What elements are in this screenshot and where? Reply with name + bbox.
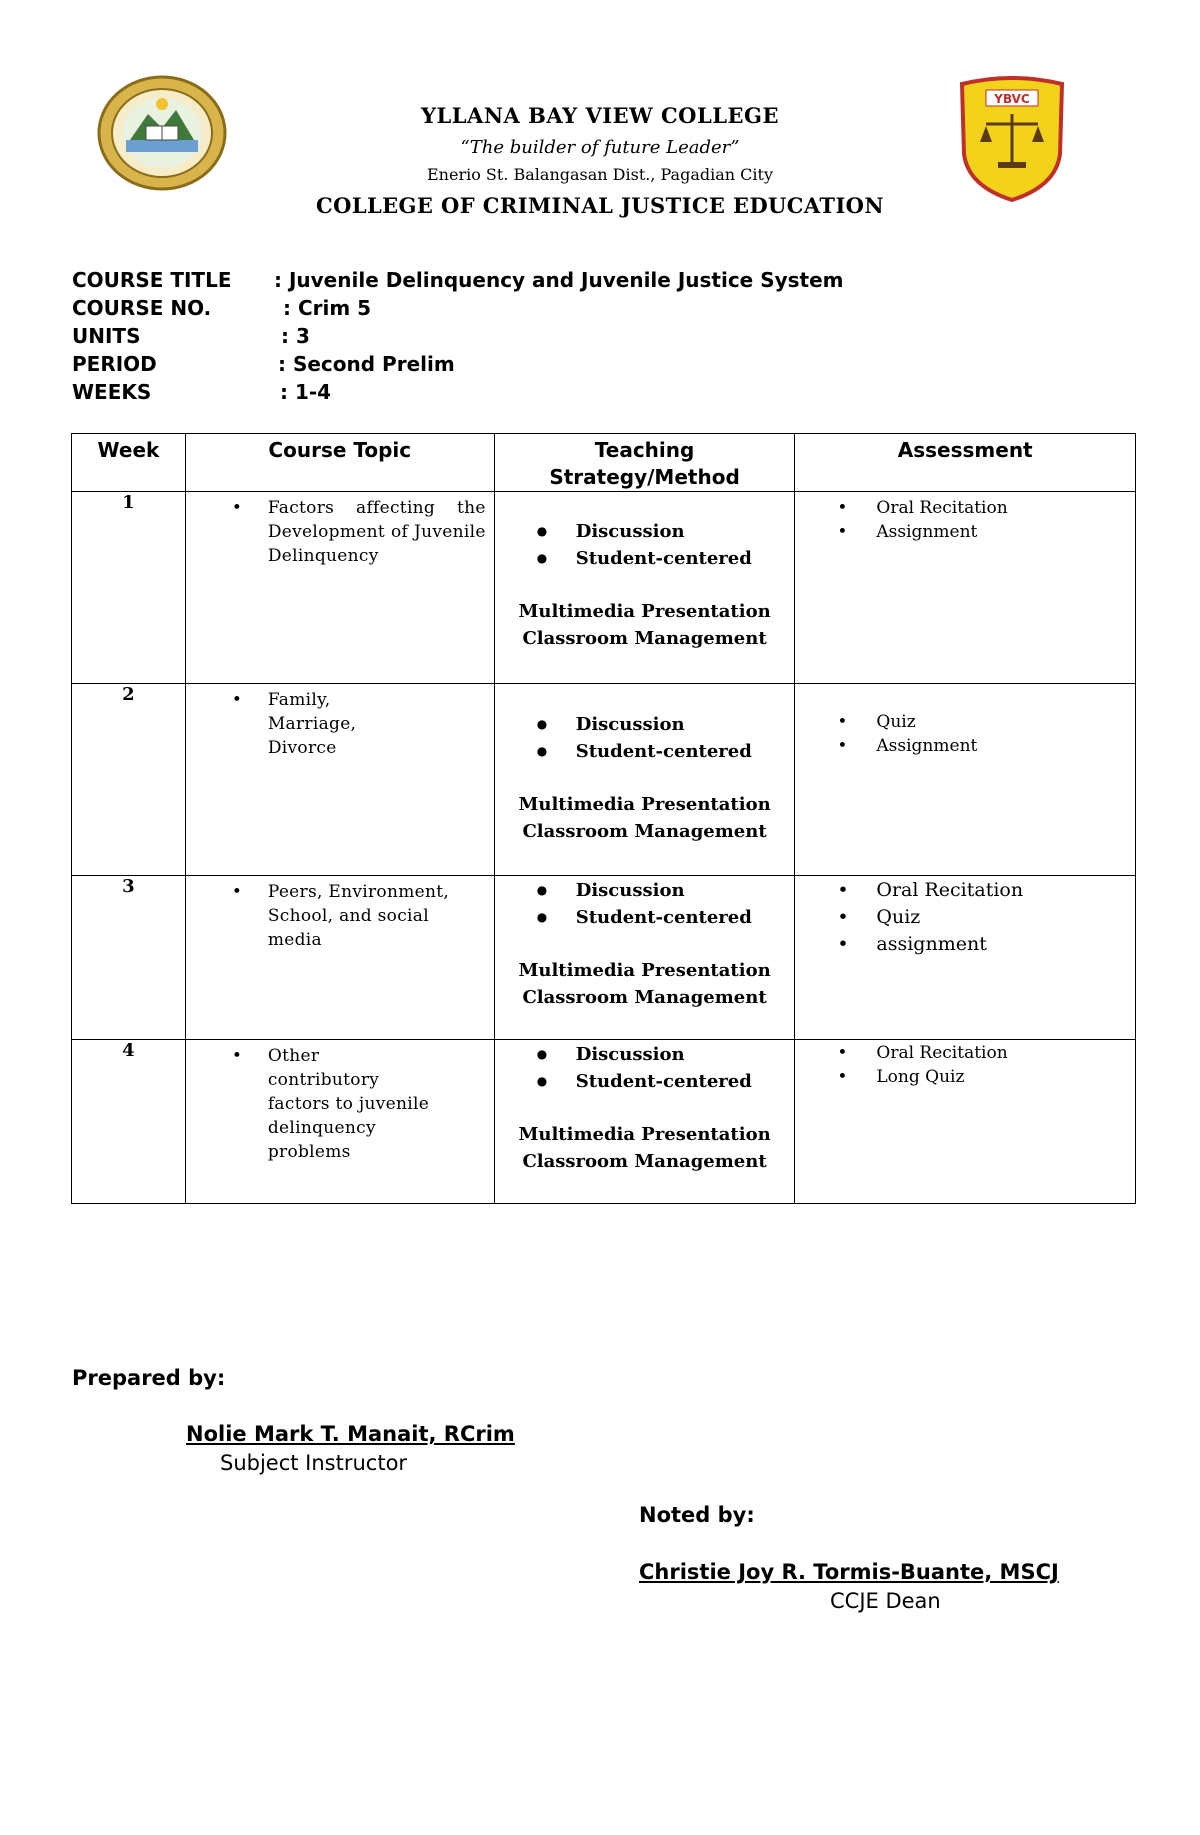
method-item: ● Student-centered xyxy=(495,904,795,931)
strategy-extra xyxy=(495,957,795,1011)
period-label: PERIOD xyxy=(72,352,157,376)
strategy-extra xyxy=(495,1121,795,1175)
assessment-item: • Quiz xyxy=(795,710,1135,734)
course-title-value: : Juvenile Delinquency and Juvenile Justice System xyxy=(274,268,844,292)
topic-cell xyxy=(185,1040,494,1204)
strategy-extra xyxy=(495,791,795,845)
course-no-value: : Crim 5 xyxy=(283,296,372,320)
assessment-item: • Quiz xyxy=(795,904,1135,931)
assessment-cell xyxy=(795,684,1136,876)
topic-cell xyxy=(185,876,494,1040)
course-title-label: COURSE TITLE xyxy=(72,268,232,292)
noted-by-label: Noted by: xyxy=(639,1503,755,1527)
table-header-row xyxy=(72,434,1136,492)
topic-item: • Family, Marriage, Divorce xyxy=(186,688,486,760)
assessment-cell xyxy=(795,1040,1136,1204)
topic-cell xyxy=(185,492,494,684)
header-strategy-line1: Teaching xyxy=(594,438,695,462)
table-row xyxy=(72,876,1136,1040)
table-row xyxy=(72,684,1136,876)
strategy-extra xyxy=(495,598,795,652)
method-item: ● Student-centered xyxy=(495,1068,795,1095)
week-cell: 3 xyxy=(72,876,186,1040)
weeks-label: WEEKS xyxy=(72,380,152,404)
college-motto: “The builder of future Leader” xyxy=(460,137,740,158)
method-item: ● Discussion xyxy=(495,1041,795,1068)
week-cell: 1 xyxy=(72,492,186,684)
strategy-cell xyxy=(494,1040,795,1204)
strategy-cell xyxy=(494,684,795,876)
topic-cell xyxy=(185,684,494,876)
topic-item: • Peers, Environment, School, and social media xyxy=(186,880,486,952)
header-assessment: Assessment xyxy=(795,434,1136,492)
table-row xyxy=(72,492,1136,684)
prepared-by-label: Prepared by: xyxy=(72,1366,226,1390)
assessment-item: • Oral Recitation xyxy=(795,496,1135,520)
syllabus-table xyxy=(71,433,1136,1204)
header-strategy xyxy=(494,434,795,492)
assessment-item: • Oral Recitation xyxy=(795,877,1135,904)
extra-item: Multimedia Presentation xyxy=(518,1124,771,1145)
table-row xyxy=(72,1040,1136,1204)
assessment-cell xyxy=(795,876,1136,1040)
topic-item: • Factors affecting the Development of Juvenile Delinquency xyxy=(186,496,486,568)
prepared-by-name: Nolie Mark T. Manait, RCrim xyxy=(186,1422,515,1446)
prepared-by-role: Subject Instructor xyxy=(220,1451,408,1475)
college-name: YLLANA BAY VIEW COLLEGE xyxy=(421,103,779,128)
assessment-item: • Oral Recitation xyxy=(795,1041,1135,1065)
units-label: UNITS xyxy=(72,324,141,348)
extra-item: Multimedia Presentation xyxy=(518,794,771,815)
svg-text:YBVC: YBVC xyxy=(994,92,1030,106)
header-week: Week xyxy=(72,434,186,492)
method-item: ● Discussion xyxy=(495,711,795,738)
period-value: : Second Prelim xyxy=(278,352,455,376)
method-item: ● Student-centered xyxy=(495,545,795,572)
extra-item: Multimedia Presentation xyxy=(518,960,771,981)
strategy-cell xyxy=(494,876,795,1040)
method-item: ● Discussion xyxy=(495,518,795,545)
strategy-cell xyxy=(494,492,795,684)
college-address: Enerio St. Balangasan Dist., Pagadian City xyxy=(426,165,773,184)
method-item: ● Discussion xyxy=(495,877,795,904)
method-item: ● Student-centered xyxy=(495,738,795,765)
header-strategy-line2: Strategy/Method xyxy=(549,465,740,489)
assessment-item: • Long Quiz xyxy=(795,1065,1135,1089)
topic-item: • Other contributory factors to juvenile delinquency problems xyxy=(186,1044,486,1164)
extra-item: Classroom Management xyxy=(522,987,767,1008)
course-no-label: COURSE NO. xyxy=(72,296,212,320)
extra-item: Classroom Management xyxy=(522,821,767,842)
week-cell: 2 xyxy=(72,684,186,876)
header-topic: Course Topic xyxy=(185,434,494,492)
extra-item: Classroom Management xyxy=(522,1151,767,1172)
assessment-item: • assignment xyxy=(795,931,1135,958)
noted-by-name: Christie Joy R. Tormis-Buante, MSCJ xyxy=(639,1560,1059,1584)
assessment-item: • Assignment xyxy=(795,734,1135,758)
assessment-item: • Assignment xyxy=(795,520,1135,544)
extra-item: Multimedia Presentation xyxy=(518,601,771,622)
assessment-cell xyxy=(795,492,1136,684)
noted-by-role: CCJE Dean xyxy=(830,1589,941,1613)
weeks-value: : 1-4 xyxy=(280,380,332,404)
department-name: COLLEGE OF CRIMINAL JUSTICE EDUCATION xyxy=(316,193,884,218)
extra-item: Classroom Management xyxy=(522,628,767,649)
units-value: : 3 xyxy=(281,324,310,348)
week-cell: 4 xyxy=(72,1040,186,1204)
